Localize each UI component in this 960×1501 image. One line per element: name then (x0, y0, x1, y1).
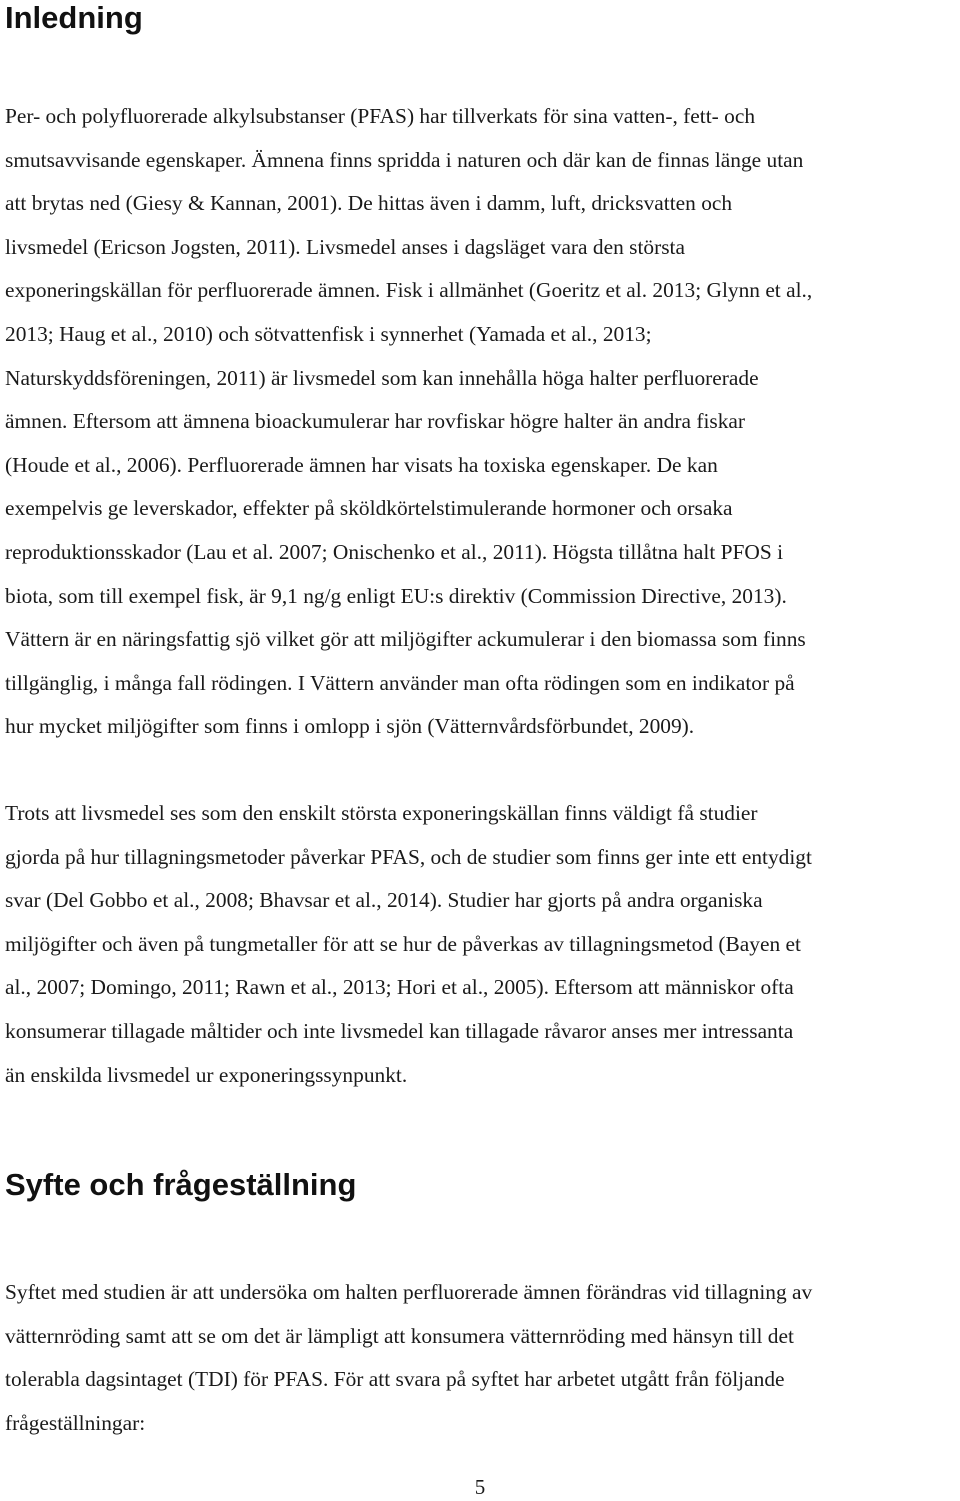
paragraph-syfte (5, 1271, 960, 1445)
text-line: Per- och polyfluorerade alkylsubstanser (PFAS) har tillverkats för sina vatten-, fett- och (5, 104, 756, 128)
text-line: 2013; Haug et al., 2010) och sötvattenfisk i synnerhet (Yamada et al., 2013; (5, 321, 652, 346)
text-line: frågeställningar: (5, 1410, 146, 1435)
paragraph-intro-1 (5, 95, 960, 749)
text-line: exponeringskällan för perfluorerade ämnen. Fisk i allmänhet (Goeritz et al. 2013; Glynn et al., (5, 278, 813, 303)
text-line: al., 2007; Domingo, 2011; Rawn et al., 2013; Hori et al., 2005). Eftersom att människor ofta (5, 975, 794, 1000)
page-number: 5 (474, 1475, 486, 1499)
paragraph-intro-2 (5, 792, 960, 1097)
text-line: konsumerar tillagade måltider och inte livsmedel kan tillagade råvaror anses mer intressanta (5, 1018, 794, 1043)
text-line: Naturskyddsföreningen, 2011) är livsmedel som kan innehålla höga halter perfluorerade (5, 365, 759, 390)
text-line: exempelvis ge leverskador, effekter på sköldkörtelstimulerande hormoner och orsaka (5, 496, 733, 521)
text-line: hur mycket miljögifter som finns i omlopp i sjön (Vätternvårdsförbundet, 2009). (5, 714, 695, 739)
text-line: Vättern är en näringsfattig sjö vilket gör att miljögifter ackumulerar i den biomassa som finns (5, 627, 806, 652)
text-line: tillgänglig, i många fall rödingen. I Vättern använder man ofta rödingen som en indikator på (5, 670, 795, 695)
text-line: tolerabla dagsintaget (TDI) för PFAS. För att svara på syftet har arbetet utgått från följande (5, 1367, 785, 1392)
text-line: miljögifter och även på tungmetaller för att se hur de påverkas av tillagningsmetod (Bayen et (5, 931, 801, 956)
text-line: vätternröding samt att se om det är lämpligt att konsumera vätternröding med hänsyn till det (5, 1323, 794, 1348)
section-heading-inledning: Inledning (5, 0, 143, 35)
text-line: smutsavvisande egenskaper. Ämnena finns spridda i naturen och där kan de finnas länge utan (5, 147, 804, 172)
text-line: att brytas ned (Giesy & Kannan, 2001). De hittas även i damm, luft, dricksvatten och (5, 191, 733, 216)
text-line: gjorda på hur tillagningsmetoder påverkar PFAS, och de studier som finns ger inte ett entydigt (5, 844, 812, 869)
text-line: än enskilda livsmedel ur exponeringssynpunkt. (5, 1062, 408, 1087)
text-line: (Houde et al., 2006). Perfluorerade ämnen har visats ha toxiska egenskaper. De kan (5, 452, 718, 477)
section-heading-syfte: Syfte och frågeställning (5, 1167, 357, 1202)
text-line: svar (Del Gobbo et al., 2008; Bhavsar et al., 2014). Studier har gjorts på andra organiska (5, 888, 763, 913)
text-line: reproduktionsskador (Lau et al. 2007; Onischenko et al., 2011). Högsta tillåtna halt PFOS i (5, 539, 784, 564)
text-line: ämnen. Eftersom att ämnena bioackumulerar har rovfiskar högre halter än andra fiskar (5, 409, 746, 434)
text-line: Trots att livsmedel ses som den enskilt största exponeringskällan finns väldigt få studier (5, 801, 758, 825)
text-line: biota, som till exempel fisk, är 9,1 ng/g enligt EU:s direktiv (Commission Directive, 2013). (5, 583, 787, 608)
text-line: Syftet med studien är att undersöka om halten perfluorerade ämnen förändras vid tillagning av (5, 1280, 813, 1304)
text-line: livsmedel (Ericson Jogsten, 2011). Livsmedel anses i dagsläget vara den största (5, 234, 685, 259)
